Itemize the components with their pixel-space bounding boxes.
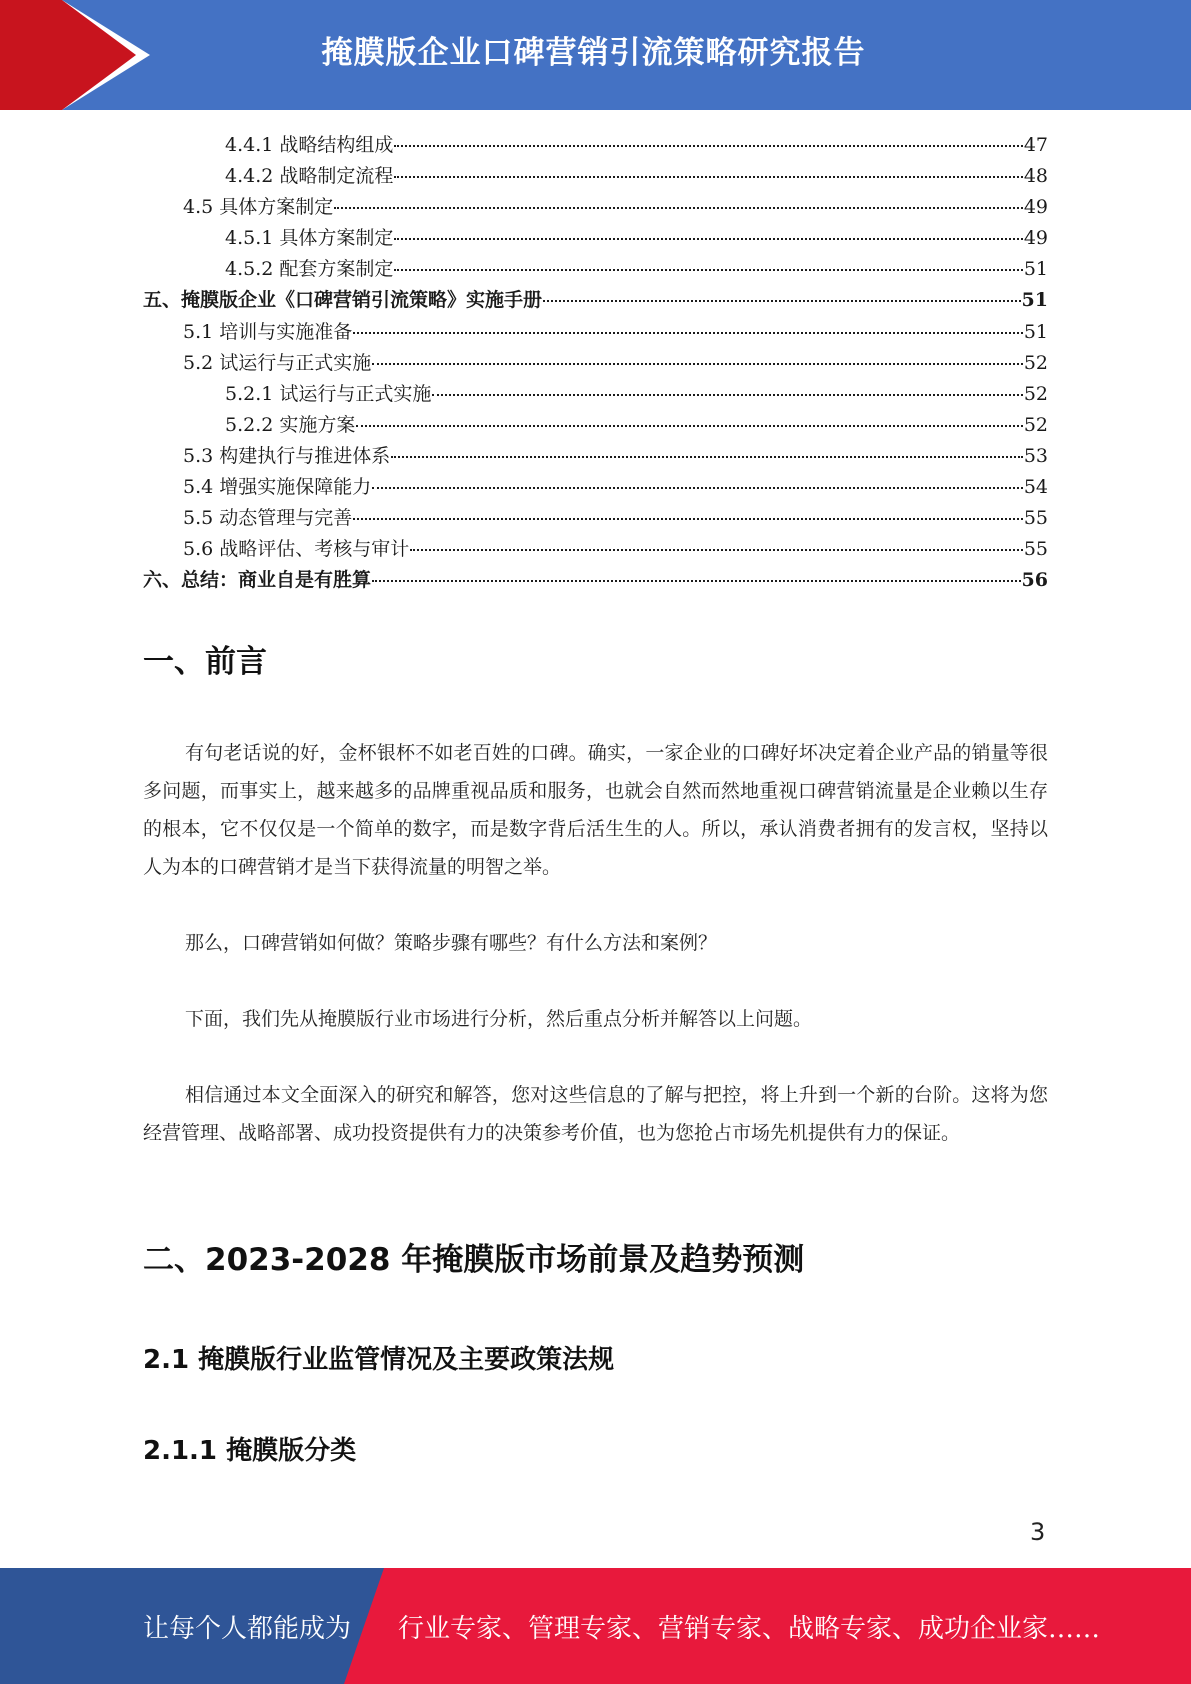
toc-entry[interactable]	[143, 472, 1048, 503]
toc-entry-label: 5.2 试运行与正式实施	[183, 351, 372, 374]
toc-entry-label: 4.5.1 具体方案制定	[225, 227, 394, 250]
toc-dot-leader	[543, 300, 1021, 302]
toc-entry-label: 5.5 动态管理与完善	[183, 507, 353, 530]
toc-dot-leader	[353, 518, 1023, 520]
toc-entry-page: 52	[1023, 382, 1048, 405]
page-footer	[0, 1568, 1191, 1684]
paragraph: 那么，口碑营销如何做？策略步骤有哪些？有什么方法和案例？	[185, 932, 718, 954]
table-of-contents	[143, 130, 1048, 596]
toc-entry-page: 51	[1023, 320, 1048, 343]
toc-entry[interactable]	[143, 254, 1048, 285]
toc-entry-label: 4.5 具体方案制定	[183, 196, 334, 219]
toc-dot-leader	[394, 269, 1022, 271]
subsubsection-heading: 2.1.1 掩膜版分类	[143, 1436, 357, 1466]
toc-entry-page: 55	[1023, 538, 1048, 561]
toc-entry-label: 5.2.2 实施方案	[225, 413, 356, 436]
toc-dot-leader	[372, 487, 1023, 489]
toc-entry-label: 5.3 构建执行与推进体系	[183, 444, 391, 467]
toc-entry-label: 5.1 培训与实施准备	[183, 320, 353, 343]
toc-entry-page: 51	[1023, 258, 1048, 281]
footer-slogan-right: 行业专家、管理专家、营销专家、战略专家、成功企业家……	[398, 1613, 1101, 1644]
toc-entry[interactable]	[143, 192, 1048, 223]
toc-entry[interactable]	[143, 441, 1048, 472]
footer-slogan-left: 让每个人都能成为	[143, 1613, 352, 1644]
toc-entry[interactable]	[143, 410, 1048, 441]
toc-dot-leader	[394, 176, 1022, 178]
toc-dot-leader	[353, 332, 1023, 334]
section-heading-market-outlook: 二、2023-2028 年掩膜版市场前景及趋势预测	[143, 1242, 805, 1278]
toc-entry-page: 52	[1023, 413, 1048, 436]
section-heading-preface: 一、前言	[143, 644, 267, 680]
page-number: 3	[1030, 1518, 1046, 1546]
toc-entry[interactable]	[143, 565, 1048, 596]
toc-dot-leader	[334, 207, 1023, 209]
toc-entry[interactable]	[143, 130, 1048, 161]
page-header	[0, 0, 1191, 110]
toc-entry-page: 56	[1021, 569, 1048, 592]
toc-entry[interactable]	[143, 379, 1048, 410]
toc-entry-label: 五、掩膜版企业《口碑营销引流策略》实施手册	[143, 289, 543, 312]
toc-dot-leader	[356, 425, 1022, 427]
toc-entry-page: 47	[1023, 134, 1048, 156]
toc-entry-label: 4.5.2 配套方案制定	[225, 258, 394, 281]
toc-entry-page: 53	[1023, 444, 1048, 467]
toc-entry-page: 48	[1023, 165, 1048, 188]
toc-dot-leader	[410, 549, 1023, 551]
toc-entry[interactable]	[143, 223, 1048, 254]
toc-entry[interactable]	[143, 161, 1048, 192]
toc-dot-leader	[394, 145, 1022, 147]
toc-entry[interactable]	[143, 348, 1048, 379]
toc-dot-leader	[372, 580, 1021, 582]
toc-entry-page: 51	[1021, 289, 1048, 312]
toc-entry[interactable]	[143, 285, 1048, 316]
toc-entry-page: 54	[1023, 476, 1048, 499]
toc-dot-leader	[391, 456, 1023, 458]
toc-dot-leader	[372, 363, 1023, 365]
toc-dot-leader	[394, 238, 1022, 240]
toc-entry-page: 49	[1023, 196, 1048, 219]
document-title: 掩膜版企业口碑营销引流策略研究报告	[321, 34, 866, 71]
toc-entry-label: 5.2.1 试运行与正式实施	[225, 382, 432, 405]
toc-entry-page: 55	[1023, 507, 1048, 530]
toc-entry-label: 4.4.1 战略结构组成	[225, 134, 394, 156]
toc-entry[interactable]	[143, 534, 1048, 565]
toc-dot-leader	[432, 394, 1022, 396]
subsection-heading: 2.1 掩膜版行业监管情况及主要政策法规	[143, 1345, 615, 1375]
toc-entry[interactable]	[143, 317, 1048, 348]
toc-entry-page: 49	[1023, 227, 1048, 250]
paragraph: 有句老话说的好，金杯银杯不如老百姓的口碑。确实，一家企业的口碑好坏决定着企业产品的销量等很多问题，而事实上，越来越多的品牌重视品质和服务，也就会自然而然地重视口碑营销流量是企业赖以生存的根本，它不仅仅是一个简单的数字，而是数字背后活生生的人。所以，承认消费者拥有的发言权，坚持以人为本的口碑营销才是当下获得流量的明智之举。	[143, 742, 1048, 878]
toc-entry-label: 5.4 增强实施保障能力	[183, 476, 372, 499]
toc-entry-label: 六、总结：商业自是有胜算	[143, 569, 372, 592]
paragraph: 相信通过本文全面深入的研究和解答，您对这些信息的了解与把控，将上升到一个新的台阶。这将为您经营管理、战略部署、成功投资提供有力的决策参考价值，也为您抢占市场先机提供有力的保证。	[143, 1084, 1048, 1144]
toc-entry-label: 5.6 战略评估、考核与审计	[183, 538, 410, 561]
paragraph: 下面，我们先从掩膜版行业市场进行分析，然后重点分析并解答以上问题。	[185, 1008, 813, 1030]
toc-entry-page: 52	[1023, 351, 1048, 374]
toc-entry[interactable]	[143, 503, 1048, 534]
toc-entry-label: 4.4.2 战略制定流程	[225, 165, 394, 188]
